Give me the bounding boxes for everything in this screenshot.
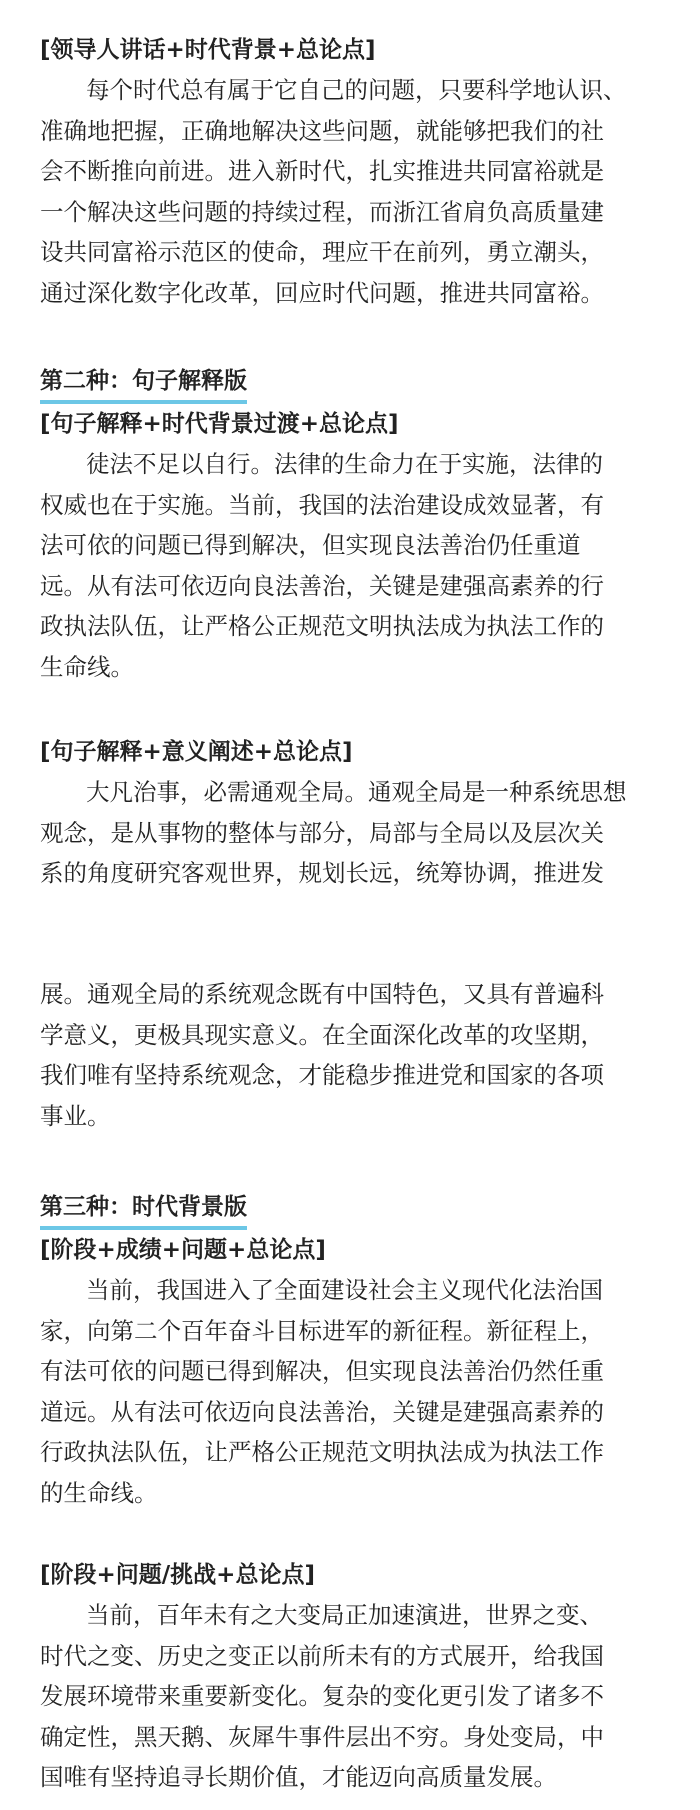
paragraph-line: 通过深化数字化改革，回应时代问题，推进共同富裕。 [40,278,604,307]
paragraph-line: 时代之变、历史之变正以前所未有的方式展开，给我国 [40,1641,604,1670]
paragraph-line: 国唯有坚持追寻长期价值，才能迈向高质量发展。 [40,1763,557,1791]
template-era-background-1 [40,1189,680,1513]
paragraph-line: 每个时代总有属于它自己的问题，只要科学地认识、 [86,76,627,104]
template-sentence-explanation-2-continued [40,974,680,1136]
paragraph-line: 准确地把握，正确地解决这些问题，就能够把我们的社 [40,116,604,145]
paragraph-line: 一个解决这些问题的持续过程，而浙江省肩负高质量建 [40,197,604,226]
template-paragraph [40,772,680,894]
paragraph-line: 道远。从有法可依迈向良法善治，关键是建强高素养的 [40,1397,604,1426]
paragraph-line: 政执法队伍，让严格公正规范文明执法成为执法工作的 [40,612,604,640]
section-title: 第二种：句子解释版 [40,363,247,404]
paragraph-line: 当前，百年未有之大变局正加速演进，世界之变、 [86,1601,603,1629]
paragraph-line: 学意义，更极具现实意义。在全面深化改革的攻坚期， [40,1020,604,1049]
template-sentence-explanation-2 [40,732,680,894]
template-heading: [句子解释+时代背景过渡+总论点] [40,411,399,437]
paragraph-line: 行政执法队伍，让严格公正规范文明执法成为执法工作 [40,1438,604,1466]
paragraph-line: 当前，我国进入了全面建设社会主义现代化法治国 [86,1276,603,1304]
paragraph-line: 徒法不足以自行。法律的生命力在于实施，法律的 [86,450,603,478]
template-paragraph [40,70,680,313]
paragraph-line: 我们唯有坚持系统观念，才能稳步推进党和国家的各项 [40,1061,604,1089]
paragraph-line: 系的角度研究客观世界，规划长远，统筹协调，推进发 [40,859,604,887]
paragraph-line: 发展环境带来重要新变化。复杂的变化更引发了诸多不 [40,1682,604,1710]
template-leader-speech [40,30,680,313]
paragraph-line: 设共同富裕示范区的使命，理应干在前列，勇立潮头， [40,238,604,266]
paragraph-line: 法可依的问题已得到解决，但实现良法善治仍任重道 [40,531,581,559]
template-paragraph [40,1270,680,1513]
paragraph-line: 观念，是从事物的整体与部分，局部与全局以及层次关 [40,818,604,847]
template-paragraph [40,444,680,687]
template-heading: [句子解释+意义阐述+总论点] [40,739,353,765]
paragraph-line: 事业。 [40,1101,111,1130]
paragraph-line: 有法可依的问题已得到解决，但实现良法善治仍然任重 [40,1357,604,1385]
paragraph-line: 大凡治事，必需通观全局。通观全局是一种系统思想 [86,778,627,806]
section-title: 第三种：时代背景版 [40,1189,247,1230]
paragraph-line: 生命线。 [40,652,134,681]
paragraph-line: 远。从有法可依迈向良法善治，关键是建强高素养的行 [40,571,604,600]
paragraph-line: 展。通观全局的系统观念既有中国特色，又具有普遍科 [40,980,604,1008]
paragraph-line: 的生命线。 [40,1478,158,1507]
template-sentence-explanation-1 [40,363,680,687]
paragraph-line: 确定性，黑天鹅、灰犀牛事件层出不穷。身处变局，中 [40,1722,604,1751]
paragraph-line: 权威也在于实施。当前，我国的法治建设成效显著，有 [40,490,604,519]
template-era-background-2 [40,1555,680,1798]
template-paragraph [40,974,680,1136]
template-paragraph [40,1595,680,1798]
template-heading: [阶段+问题/挑战+总论点] [40,1562,315,1588]
template-heading: [阶段+成绩+问题+总论点] [40,1237,326,1263]
paragraph-line: 家，向第二个百年奋斗目标进军的新征程。新征程上， [40,1316,604,1345]
template-heading: [领导人讲话+时代背景+总论点] [40,37,376,63]
paragraph-line: 会不断推向前进。进入新时代，扎实推进共同富裕就是 [40,157,604,185]
